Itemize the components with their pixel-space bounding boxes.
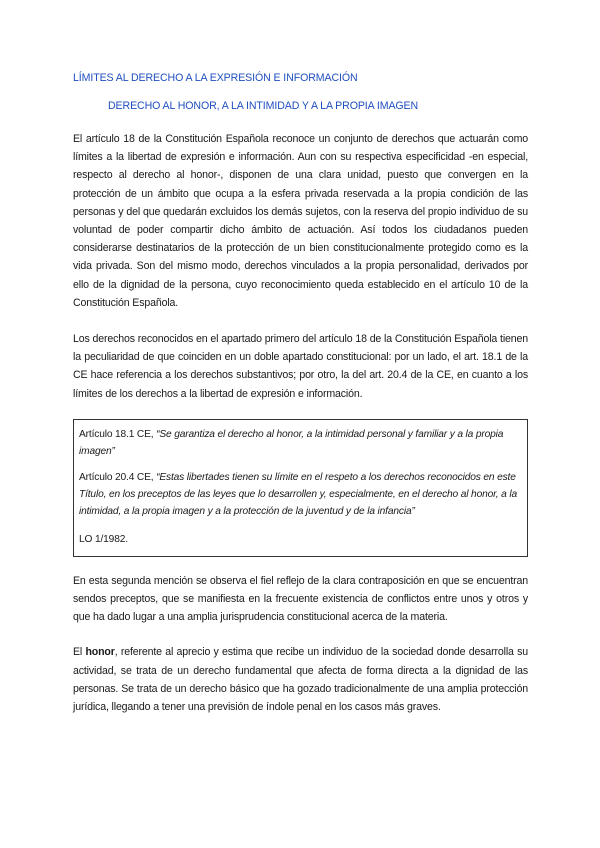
quote-article-20 — [79, 469, 521, 520]
quote-article-18 — [79, 426, 521, 460]
quote-article-20-text: “Estas libertades tienen su límite en el respeto a los derechos reconocidos en este Título, en los preceptos de las leyes que lo desarrollen y, especialmente, en el derecho al honor, a la intimidad, a la propia imagen y a la protección de la juventud y de la infancia” — [79, 471, 517, 517]
paragraph-honor-lead: El — [73, 646, 86, 659]
quote-lo-reference: LO 1/1982. — [79, 533, 128, 545]
quote-article-18-text: “Se garantiza el derecho al honor, a la intimidad personal y familiar y a la propia imagen” — [79, 428, 504, 457]
paragraph-contraposition: En esta segunda mención se observa el fiel reflejo de la clara contraposición en que se encuentran sendos preceptos, que se manifiesta en la frecuente existencia de conflictos entre unos y otros y que ha dado lugar a una amplia jurisprudencia constitucional acerca de la materia. — [73, 574, 528, 624]
legal-quote-box — [73, 419, 528, 557]
quote-article-20-label: Artículo 20.4 CE, — [79, 471, 157, 483]
subsection-heading: DERECHO AL HONOR, A LA INTIMIDAD Y A LA PROPIA IMAGEN — [108, 100, 419, 112]
quote-article-18-label: Artículo 18.1 CE, — [79, 428, 157, 440]
paragraph-honor — [73, 643, 528, 716]
paragraph-constitution: El artículo 18 de la Constitución Española reconoce un conjunto de derechos que actuarán como límites a la libertad de expresión e información. Aun con su respectiva especificidad -en especial, respecto al derecho al honor-, disponen de una clara unidad, puesto que convergen en la protección de un ámbito que ocupa a la esfera privada reservada a la propia condición de las personas y del que quedarán excluidos los demás sujetos, con la reserva del propio individuo de su voluntad de poder compartir dicho ámbito de actuación. Así todos los ciudadanos pueden considerarse destinatarios de la protección de un bien constitucionalmente protegido como es la vida privada. Son del mismo modo, derechos vinculados a la propia personalidad, derivados por ello de la dignidad de la persona, cuyo reconocimiento queda establecido en el artículo 10 de la Constitución Española. — [73, 133, 528, 309]
paragraph-honor-rest: , referente al aprecio y estima que recibe un individuo de la sociedad donde desarrolla su actividad, se trata de un derecho fundamental que afecta de forma directa a la dignidad de las personas. Se trata de un derecho básico que ha gozado tradicionalmente de una amplia protección jurídica, llegando a tener una previsión de índole penal en los casos más graves. — [73, 646, 528, 714]
section-heading: LÍMITES AL DERECHO A LA EXPRESIÓN E INFORMACIÓN — [73, 72, 358, 84]
paragraph-rights: Los derechos reconocidos en el apartado primero del artículo 18 de la Constitución Española tienen la peculiaridad de que coinciden en un doble apartado constitucional: por un lado, el art. 18.1 de la CE hace referencia a los derechos substantivos; por otro, la del art. 20.4 de la CE, en cuanto a los límites de los derechos a la libertad de expresión e información. — [73, 333, 528, 400]
document-page — [73, 72, 528, 716]
paragraph-honor-bold: honor — [85, 646, 115, 659]
